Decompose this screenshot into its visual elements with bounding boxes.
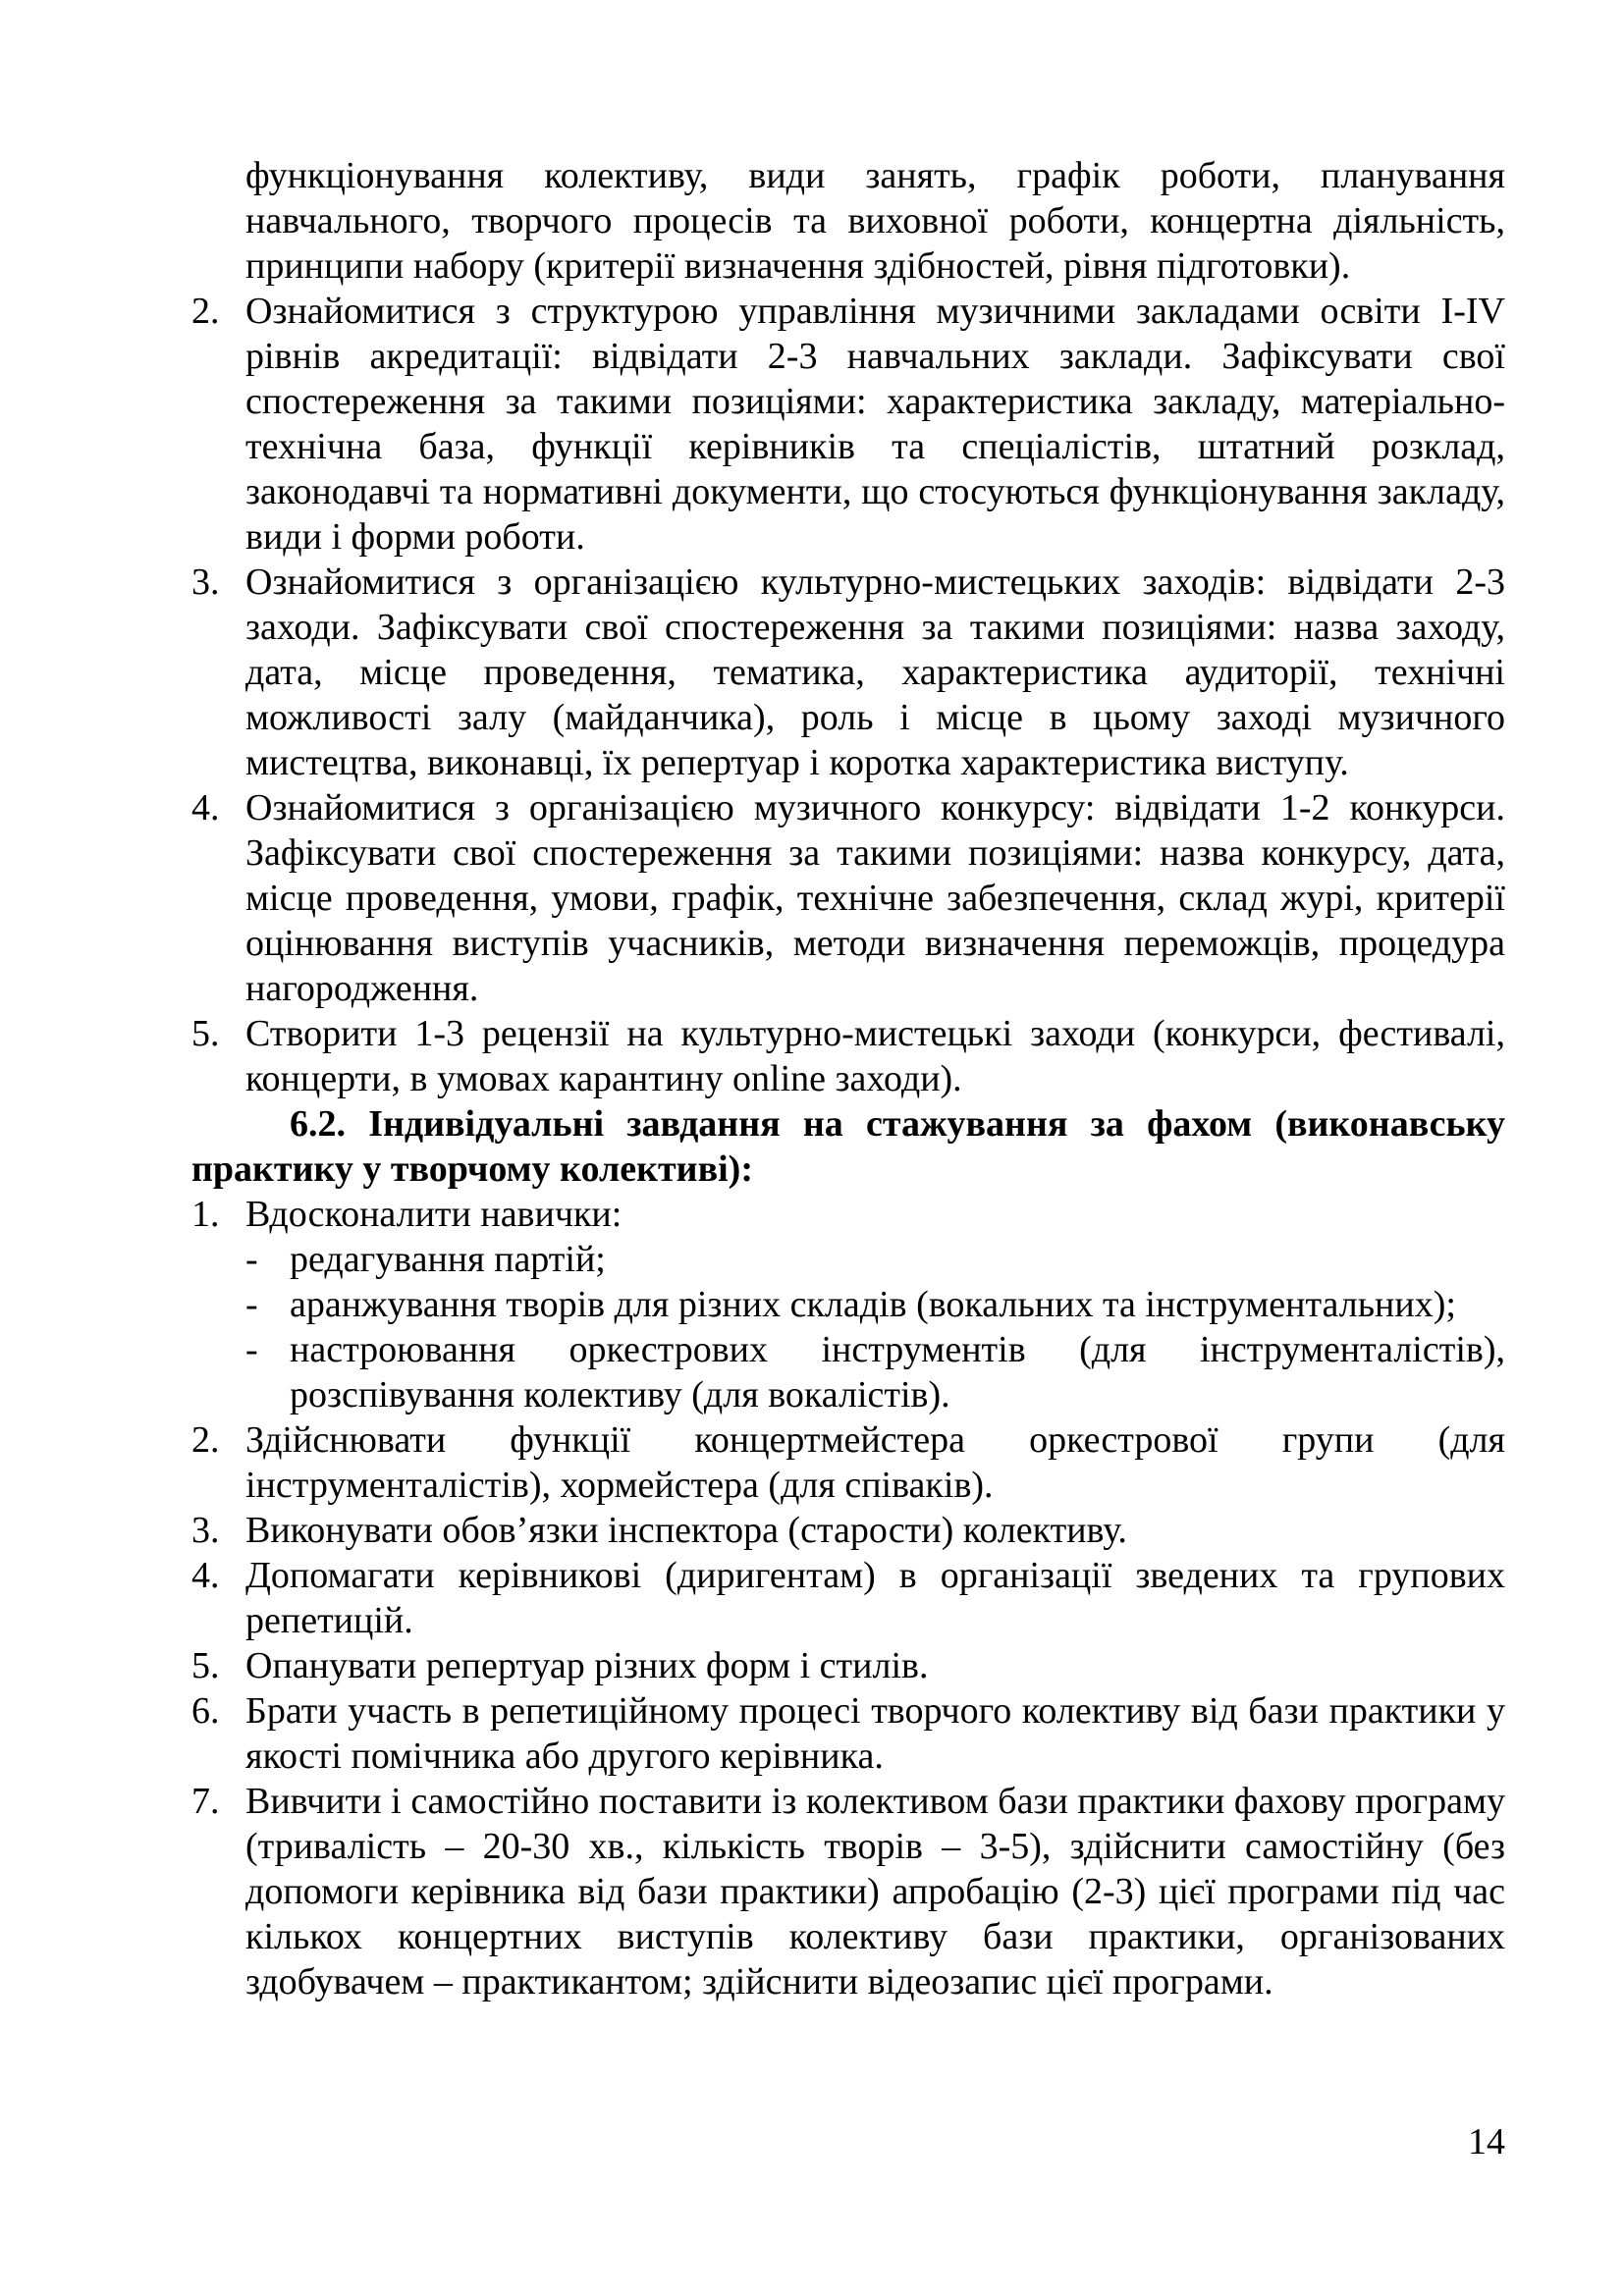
list-item-marker: 5. [191, 1645, 220, 1686]
list-item-marker: 2. [191, 291, 220, 332]
list-item [191, 1508, 1505, 1553]
page-number: 14 [1468, 2121, 1505, 2163]
list-item-text: Ознайомитися з організацією музичного конкурсу: відвідати 1-2 конкурси. Зафіксувати свої спостереження за такими позиціями: назва конкурсу, дата, місце проведення, умови, графік, технічне забезпечення, склад журі, критерії оцінювання виступів учасників, методи визначення переможців, процедура нагородження. [245, 787, 1505, 1009]
list-item-marker: 2. [191, 1419, 220, 1461]
paragraph-text: функціонування колективу, види занять, графік роботи, планування навчального, творчого процесів та виховної роботи, концертна діяльність, принципи набору (критерії визначення здібностей, рівня підготовки). [245, 155, 1505, 287]
list-item-text: Ознайомитися з структурою управління музичними закладами освіти I-IV рівнів акредитації: відвідати 2-3 навчальних заклади. Зафіксувати свої спостереження за такими позиціями: характеристика закладу, матеріально-технічна база, функції керівників та спеціалістів, штатний розклад, законодавчі та нормативні документи, що стосуються функціонування закладу, види і форми роботи. [245, 291, 1505, 558]
list-item [191, 1192, 1505, 1237]
sub-list-item [191, 1237, 1505, 1282]
list-item-text: Виконувати обов’язки інспектора (старости) колективу. [245, 1510, 1127, 1551]
dash-marker: - [245, 1329, 258, 1370]
list-item [191, 560, 1505, 785]
dash-marker: - [245, 1239, 258, 1280]
list-item-text: Допомагати керівникові (диригентам) в організації зведених та групових репетицій. [245, 1555, 1505, 1641]
dash-marker: - [245, 1284, 258, 1325]
list-item-marker: 3. [191, 561, 220, 603]
list-item [191, 1417, 1505, 1508]
list-item-marker: 7. [191, 1781, 220, 1822]
list-item-marker: 6. [191, 1690, 220, 1732]
list-item-marker: 5. [191, 1013, 220, 1054]
list-item-text: Вивчити і самостійно поставити із колективом бази практики фахову програму (тривалість – 20-30 хв., кількість творів – 3-5), здійснити самостійну (без допомоги керівника від бази практики) апробацію (2-3) цієї програми під час кількох концертних виступів колективу бази практики, організованих здобувачем – практикантом; здійснити відеозапис цієї програми. [245, 1781, 1505, 2002]
list-item-text: Ознайомитися з організацією культурно-мистецьких заходів: відвідати 2-3 заходи. Зафіксувати свої спостереження за такими позиціями: назва заходу, дата, місце проведення, тематика, характеристика аудиторії, технічні можливості залу (майданчика), роль і місце в цьому заході музичного мистецтва, виконавці, їх репертуар і коротка характеристика виступу. [245, 561, 1505, 783]
list-item [191, 1643, 1505, 1688]
sub-list-item [191, 1327, 1505, 1417]
document-body [191, 153, 1505, 2004]
sub-list-item-text: настроювання оркестрових інструментів (для інструменталістів), розспівування колективу (для вокалістів). [290, 1329, 1505, 1415]
sub-list-item-text: аранжування творів для різних складів (вокальних та інструментальних); [290, 1284, 1456, 1325]
list-item-text: Вдосконалити навички: [245, 1194, 623, 1235]
list-item-text: Здійснювати функції концертмейстера оркестрової групи (для інструменталістів), хормейстера (для співаків). [245, 1419, 1505, 1506]
list-item-marker: 4. [191, 1555, 220, 1596]
list-item-marker: 4. [191, 787, 220, 828]
list-item [191, 1688, 1505, 1779]
list-item-text: Опанувати репертуар різних форм і стилів. [245, 1645, 929, 1686]
section-heading: 6.2. Індивідуальні завдання на стажування за фахом (виконавську практику у творчому колективі): [191, 1103, 1505, 1190]
sub-list-item-text: редагування партій; [290, 1239, 606, 1280]
list-item-marker: 3. [191, 1510, 220, 1551]
sub-list-item [191, 1282, 1505, 1327]
list-item-text: Брати участь в репетиційному процесі творчого колективу від бази практики у якості помічника або другого керівника. [245, 1690, 1505, 1777]
paragraph-item1-continuation [191, 153, 1505, 289]
list-item [191, 785, 1505, 1011]
list-item [191, 1779, 1505, 2004]
list-item [191, 1011, 1505, 1101]
list-item [191, 1553, 1505, 1643]
list-item-text: Створити 1-3 рецензії на культурно-мистецькі заходи (конкурси, фестивалі, концерти, в умовах карантину online заходи). [245, 1013, 1505, 1099]
list-item [191, 289, 1505, 560]
list-item-marker: 1. [191, 1194, 220, 1235]
